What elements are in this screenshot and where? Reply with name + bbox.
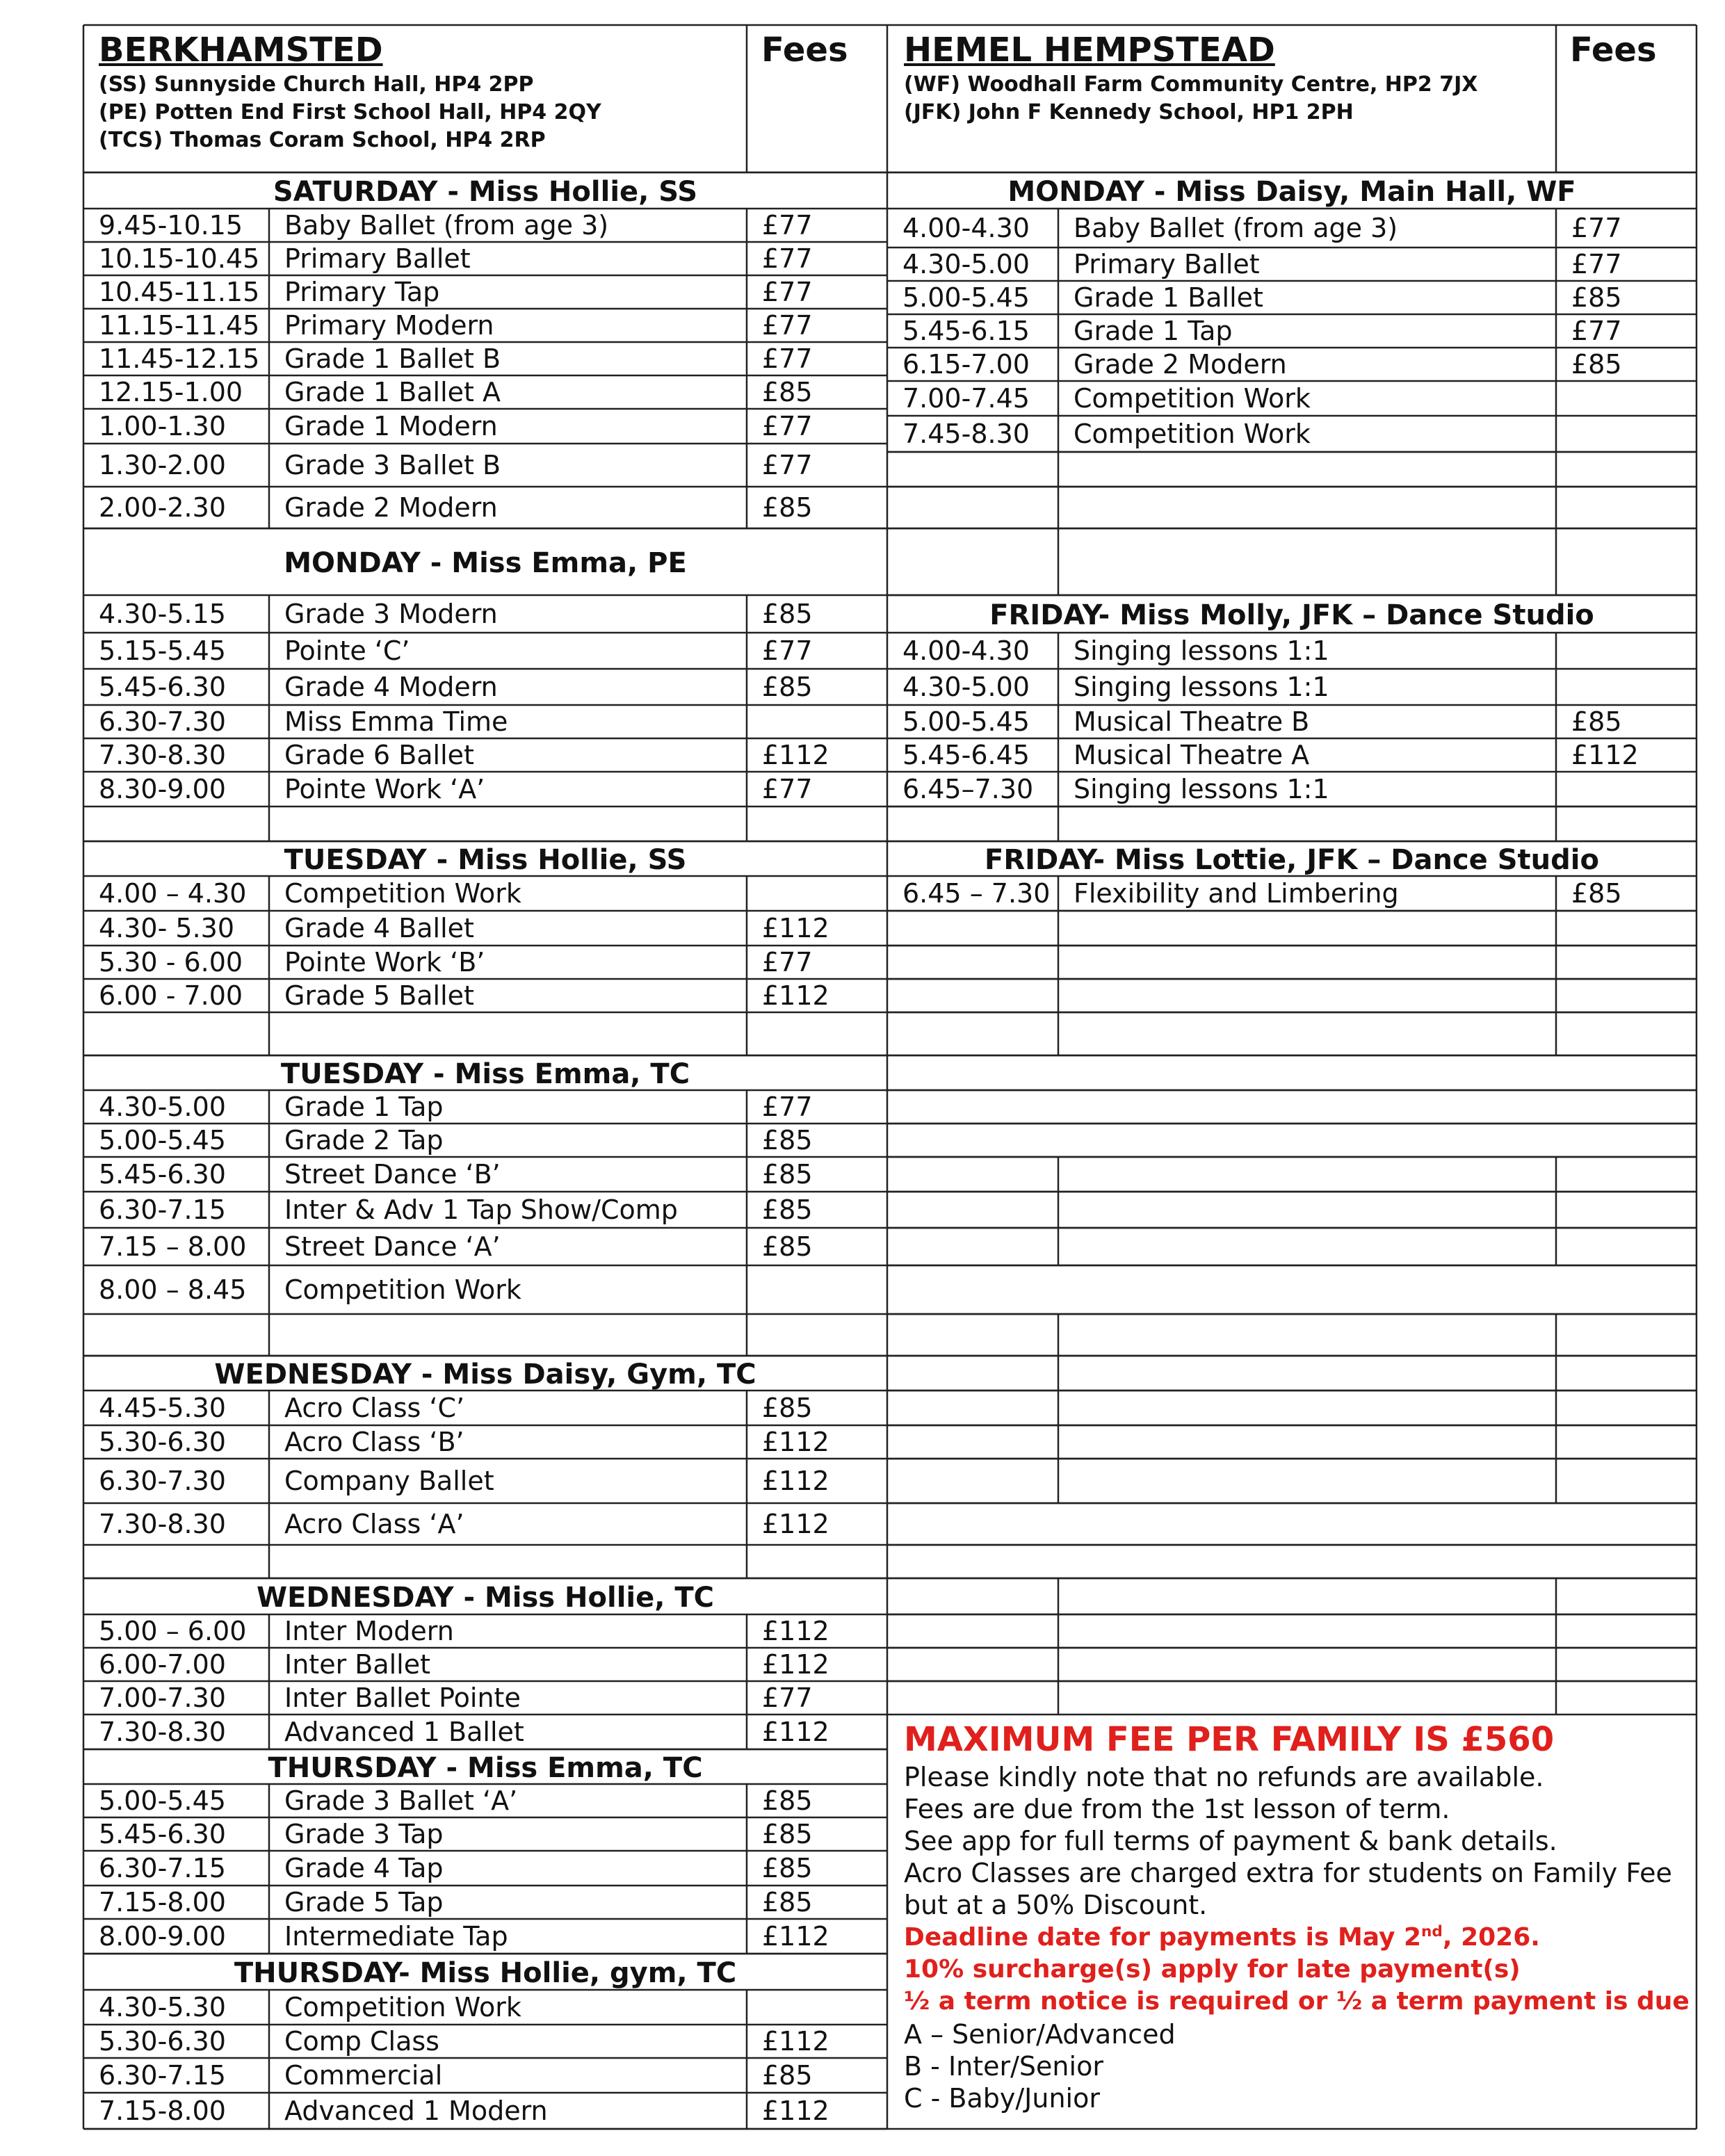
berk-section-heading: SATURDAY - Miss Hollie, SS <box>273 176 698 208</box>
berk-class-fee: £85 <box>762 1887 813 1918</box>
hemel-class-time: 5.45-6.45 <box>902 740 1030 770</box>
berk-class-fee: £85 <box>762 672 813 702</box>
hemel-class-fee: £77 <box>1571 249 1622 279</box>
berk-class-fee: £85 <box>762 1785 813 1816</box>
berk-class-time: 5.30-6.30 <box>99 1427 226 1457</box>
berk-class-time: 6.30-7.15 <box>99 1853 226 1883</box>
berk-class-name: Primary Ballet <box>284 243 471 274</box>
berk-class-fee: £77 <box>762 243 813 274</box>
berk-class-name: Inter & Adv 1 Tap Show/Comp <box>284 1194 678 1225</box>
berk-class-time <box>83 1545 269 1578</box>
berk-class-time: 5.00-5.45 <box>99 1125 226 1156</box>
berk-class-fee: £85 <box>762 1159 813 1190</box>
berk-class-name: Grade 1 Modern <box>284 411 498 441</box>
berk-class-name: Commercial <box>284 2060 443 2091</box>
berk-class-fee: £85 <box>762 1231 813 1262</box>
hemel-class-name: Flexibility and Limbering <box>1074 878 1399 909</box>
hemel-class-name: Singing lessons 1:1 <box>1074 672 1329 702</box>
berk-class-fee: £85 <box>762 1194 813 1225</box>
berk-class-name: Street Dance ‘B’ <box>284 1159 501 1190</box>
hemel-class-time: 7.00-7.45 <box>902 383 1030 414</box>
berk-class-fee: £85 <box>762 377 813 407</box>
berk-class-time: 6.00 - 7.00 <box>99 980 243 1011</box>
berk-class-name: Inter Modern <box>284 1616 454 1646</box>
hemel-class-name: Competition Work <box>1074 383 1311 414</box>
hemel-class-name: Grade 1 Ballet <box>1074 282 1263 313</box>
berk-class-fee <box>747 807 887 841</box>
berk-class-name: Acro Class ‘B’ <box>284 1427 464 1457</box>
hemel-class-fee: £77 <box>1571 213 1622 243</box>
berk-class-time: 4.45-5.30 <box>99 1393 226 1423</box>
hemel-class-name: Musical Theatre B <box>1074 706 1310 737</box>
level-key: A – Senior/Advanced <box>904 2019 1176 2050</box>
hemel-class-fee: £85 <box>1571 349 1622 380</box>
late-surcharge: 10% surcharge(s) apply for late payment(s) <box>904 1955 1521 1984</box>
berk-class-name: Grade 4 Modern <box>284 672 498 702</box>
berk-class-fee: £77 <box>762 774 813 804</box>
hemel-class-name: Musical Theatre A <box>1074 740 1310 770</box>
berk-class-fee: £77 <box>762 947 813 978</box>
berk-class-time: 4.30- 5.30 <box>99 913 235 943</box>
berk-class-name: Grade 3 Ballet ‘A’ <box>284 1785 518 1816</box>
hemel-class-name: Competition Work <box>1074 419 1311 449</box>
berk-class-name: Grade 3 Modern <box>284 599 498 629</box>
berk-class-name: Comp Class <box>284 2026 439 2057</box>
berk-class-time: 8.30-9.00 <box>99 774 226 804</box>
berk-class-name: Acro Class ‘A’ <box>284 1509 464 1539</box>
berk-class-name: Grade 2 Tap <box>284 1125 444 1156</box>
berkhamsted-title: BERKHAMSTED <box>99 31 383 70</box>
hemel-section-heading: FRIDAY- Miss Molly, JFK – Dance Studio <box>989 599 1594 631</box>
hemel-venue-wf: (WF) Woodhall Farm Community Centre, HP2 7JX <box>904 72 1478 97</box>
berk-class-name: Advanced 1 Modern <box>284 2096 548 2126</box>
berk-class-name <box>269 1314 747 1356</box>
berk-class-name: Street Dance ‘A’ <box>284 1231 501 1262</box>
hemel-class-fee <box>1556 772 1696 807</box>
deadline-suffix: nd <box>1421 1923 1443 1940</box>
note-line: but at a 50% Discount. <box>904 1890 1208 1920</box>
berk-section-heading: TUESDAY - Miss Emma, TC <box>280 1058 690 1090</box>
berk-class-fee: £112 <box>762 1717 829 1747</box>
hemel-class-name: Singing lessons 1:1 <box>1074 635 1329 666</box>
hemel-class-name: Singing lessons 1:1 <box>1074 774 1329 804</box>
note-line: Fees are due from the 1st lesson of term. <box>904 1794 1450 1824</box>
hemel-class-time: 4.30-5.00 <box>902 672 1030 702</box>
hemel-class-time: 6.15-7.00 <box>902 349 1030 380</box>
berk-class-time: 12.15-1.00 <box>99 377 243 407</box>
berk-class-fee <box>747 1545 887 1578</box>
berk-class-fee: £77 <box>762 310 813 341</box>
berk-class-name <box>269 807 747 841</box>
hemel-class-time: 6.45–7.30 <box>902 774 1034 804</box>
hemel-class-time: 5.00-5.45 <box>902 706 1030 737</box>
berk-class-name: Grade 1 Ballet A <box>284 377 501 407</box>
hemel-class-time: 4.30-5.00 <box>902 249 1030 279</box>
berk-class-time: 6.30-7.15 <box>99 1194 226 1225</box>
berk-class-name: Inter Ballet Pointe <box>284 1683 521 1713</box>
berk-class-fee: £112 <box>762 1427 829 1457</box>
berk-class-fee: £85 <box>762 1819 813 1849</box>
berk-class-fee <box>747 876 887 911</box>
berk-class-time: 8.00 – 8.45 <box>99 1274 247 1305</box>
berk-class-name: Acro Class ‘C’ <box>284 1393 465 1423</box>
berk-class-fee: £77 <box>762 635 813 666</box>
berk-class-name: Inter Ballet <box>284 1649 431 1680</box>
berk-class-fee <box>747 705 887 738</box>
berk-class-name: Company Ballet <box>284 1466 494 1496</box>
berk-class-time: 6.00-7.00 <box>99 1649 226 1680</box>
berk-class-fee <box>747 1314 887 1356</box>
berk-class-name: Primary Tap <box>284 277 440 307</box>
hemel-class-fee: £85 <box>1571 282 1622 313</box>
hemel-class-time: 7.45-8.30 <box>902 419 1030 449</box>
berk-class-name: Competition Work <box>284 1274 521 1305</box>
berk-class-time: 5.45-6.30 <box>99 1159 226 1190</box>
berk-class-fee: £112 <box>762 1466 829 1496</box>
note-line: Acro Classes are charged extra for students on Family Fee <box>904 1858 1672 1888</box>
berk-class-fee: £112 <box>762 2026 829 2057</box>
berk-class-name: Intermediate Tap <box>284 1921 508 1952</box>
berk-section-heading: THURSDAY- Miss Hollie, gym, TC <box>234 1957 737 1989</box>
berk-class-time: 5.30 - 6.00 <box>99 947 243 978</box>
berk-class-name: Grade 4 Ballet <box>284 913 474 943</box>
deadline-year: , 2026. <box>1442 1923 1540 1952</box>
berk-class-time <box>83 1012 269 1055</box>
berk-section-heading: TUESDAY - Miss Hollie, SS <box>284 844 687 876</box>
berk-class-name: Advanced 1 Ballet <box>284 1717 524 1747</box>
berk-class-name: Miss Emma Time <box>284 706 508 737</box>
hemel-venue-jfk: (JFK) John F Kennedy School, HP1 2PH <box>904 100 1354 124</box>
berkhamsted-venue-ss: (SS) Sunnyside Church Hall, HP4 2PP <box>99 72 534 97</box>
berk-class-time: 11.45-12.15 <box>99 343 260 374</box>
berk-class-time: 7.00-7.30 <box>99 1683 226 1713</box>
berk-section-heading: WEDNESDAY - Miss Hollie, TC <box>256 1582 715 1614</box>
note-line: See app for full terms of payment & bank details. <box>904 1826 1557 1856</box>
note-line: Please kindly note that no refunds are available. <box>904 1762 1544 1792</box>
berk-class-time: 10.15-10.45 <box>99 243 260 274</box>
berk-class-name: Grade 5 Ballet <box>284 980 474 1011</box>
hemel-class-fee: £112 <box>1571 740 1639 770</box>
hemel-class-time: 4.00-4.30 <box>902 635 1030 666</box>
berk-class-time: 5.15-5.45 <box>99 635 226 666</box>
berk-class-time: 5.45-6.30 <box>99 1819 226 1849</box>
berk-class-time <box>83 807 269 841</box>
berk-class-name: Baby Ballet (from age 3) <box>284 210 609 241</box>
berk-class-time: 5.00-5.45 <box>99 1785 226 1816</box>
berk-class-name <box>269 1012 747 1055</box>
berk-class-time: 6.30-7.15 <box>99 2060 226 2091</box>
berk-class-name: Pointe Work ‘A’ <box>284 774 485 804</box>
berk-class-time <box>83 1314 269 1356</box>
berk-class-time: 6.30-7.30 <box>99 1466 226 1496</box>
berk-class-name: Competition Work <box>284 878 521 909</box>
hemel-class-fee <box>1556 381 1696 416</box>
berk-class-time: 6.30-7.30 <box>99 706 226 737</box>
berk-class-time: 2.00-2.30 <box>99 492 226 523</box>
hemel-section-heading: FRIDAY- Miss Lottie, JFK – Dance Studio <box>985 844 1599 876</box>
hemel-class-time: 4.00-4.30 <box>902 213 1030 243</box>
berk-class-fee: £112 <box>762 2096 829 2126</box>
berk-class-time: 10.45-11.15 <box>99 277 260 307</box>
berk-class-fee: £85 <box>762 1853 813 1883</box>
berk-class-fee: £112 <box>762 913 829 943</box>
berk-class-time: 1.00-1.30 <box>99 411 226 441</box>
berk-class-time: 7.30-8.30 <box>99 1717 226 1747</box>
berk-class-time: 5.45-6.30 <box>99 672 226 702</box>
berkhamsted-fees-header: Fees <box>761 31 848 70</box>
berkhamsted-venue-tcs: (TCS) Thomas Coram School, HP4 2RP <box>99 128 546 152</box>
hemel-class-time: 5.45-6.15 <box>902 316 1030 346</box>
hemel-class-fee <box>1556 633 1696 669</box>
berk-class-time: 4.00 – 4.30 <box>99 878 247 909</box>
berk-class-time: 7.30-8.30 <box>99 1509 226 1539</box>
level-key: B - Inter/Senior <box>904 2051 1103 2082</box>
berk-class-fee: £77 <box>762 1683 813 1713</box>
berk-class-fee: £77 <box>762 210 813 241</box>
berk-class-fee: £112 <box>762 1649 829 1680</box>
hemel-class-fee <box>1556 416 1696 452</box>
berk-class-time: 7.15-8.00 <box>99 2096 226 2126</box>
berk-class-time: 11.15-11.45 <box>99 310 260 341</box>
berk-class-name: Grade 3 Tap <box>284 1819 444 1849</box>
max-fee-notice: MAXIMUM FEE PER FAMILY IS £560 <box>904 1720 1555 1759</box>
berk-class-time: 7.15-8.00 <box>99 1887 226 1918</box>
berk-class-name: Pointe Work ‘B’ <box>284 947 485 978</box>
payment-deadline <box>904 1923 1540 1952</box>
berk-section-heading: WEDNESDAY - Miss Daisy, Gym, TC <box>214 1359 756 1391</box>
berk-class-time: 7.30-8.30 <box>99 740 226 770</box>
berk-class-name: Grade 6 Ballet <box>284 740 474 770</box>
berk-class-fee <box>747 1265 887 1314</box>
berk-class-time: 7.15 – 8.00 <box>99 1231 247 1262</box>
berk-class-fee: £85 <box>762 599 813 629</box>
berk-class-name: Grade 1 Tap <box>284 1092 444 1122</box>
hemel-class-name: Primary Ballet <box>1074 249 1260 279</box>
level-key: C - Baby/Junior <box>904 2083 1100 2114</box>
berk-class-name: Grade 3 Ballet B <box>284 450 501 480</box>
hemel-class-fee: £77 <box>1571 316 1622 346</box>
hemel-class-fee <box>1556 669 1696 705</box>
hemel-class-time: 5.00-5.45 <box>902 282 1030 313</box>
berkhamsted-venue-pe: (PE) Potten End First School Hall, HP4 2QY <box>99 100 601 124</box>
berk-class-fee: £77 <box>762 411 813 441</box>
hemel-class-fee: £85 <box>1571 706 1622 737</box>
berk-class-time: 5.00 – 6.00 <box>99 1616 247 1646</box>
hemel-title: HEMEL HEMPSTEAD <box>904 31 1275 70</box>
berk-class-name <box>269 1545 747 1578</box>
berk-class-time: 5.30-6.30 <box>99 2026 226 2057</box>
hemel-class-name: Grade 1 Tap <box>1074 316 1233 346</box>
berk-class-name: Competition Work <box>284 1992 521 2023</box>
hemel-fees-header: Fees <box>1570 31 1657 70</box>
berk-class-time: 4.30-5.00 <box>99 1092 226 1122</box>
berk-class-time: 8.00-9.00 <box>99 1921 226 1952</box>
hemel-section-heading: MONDAY - Miss Daisy, Main Hall, WF <box>1007 176 1576 208</box>
berk-class-fee: £112 <box>762 1921 829 1952</box>
hemel-class-name: Grade 2 Modern <box>1074 349 1287 380</box>
berk-class-time: 9.45-10.15 <box>99 210 243 241</box>
berk-class-fee: £112 <box>762 980 829 1011</box>
hemel-class-fee: £85 <box>1571 878 1622 909</box>
berk-class-fee: £77 <box>762 277 813 307</box>
berk-class-fee <box>747 1990 887 2025</box>
berk-class-fee: £85 <box>762 492 813 523</box>
berk-class-name: Pointe ‘C’ <box>284 635 410 666</box>
berk-class-fee: £85 <box>762 1125 813 1156</box>
berk-class-fee: £112 <box>762 1616 829 1646</box>
berk-class-fee: £85 <box>762 1393 813 1423</box>
berk-class-name: Grade 5 Tap <box>284 1887 444 1918</box>
term-notice: ½ a term notice is required or ½ a term payment is due <box>904 1987 1690 2016</box>
berk-class-time: 4.30-5.30 <box>99 1992 226 2023</box>
berk-class-name: Grade 1 Ballet B <box>284 343 501 374</box>
berk-class-time: 1.30-2.00 <box>99 450 226 480</box>
berk-class-fee: £112 <box>762 740 829 770</box>
berk-class-fee: £77 <box>762 343 813 374</box>
berk-section-heading: THURSDAY - Miss Emma, TC <box>268 1752 703 1784</box>
berk-class-name: Grade 4 Tap <box>284 1853 444 1883</box>
hemel-class-name: Baby Ballet (from age 3) <box>1074 213 1398 243</box>
berk-class-time: 4.30-5.15 <box>99 599 226 629</box>
berk-section-heading: MONDAY - Miss Emma, PE <box>284 547 687 579</box>
berk-class-name: Grade 2 Modern <box>284 492 498 523</box>
berk-class-fee <box>747 1012 887 1055</box>
berk-class-fee: £112 <box>762 1509 829 1539</box>
berk-class-fee: £77 <box>762 450 813 480</box>
hemel-class-time: 6.45 – 7.30 <box>902 878 1051 909</box>
deadline-text: Deadline date for payments is May 2 <box>904 1923 1422 1952</box>
berk-class-fee: £77 <box>762 1092 813 1122</box>
berk-class-name: Primary Modern <box>284 310 494 341</box>
berk-class-fee: £85 <box>762 2060 813 2091</box>
